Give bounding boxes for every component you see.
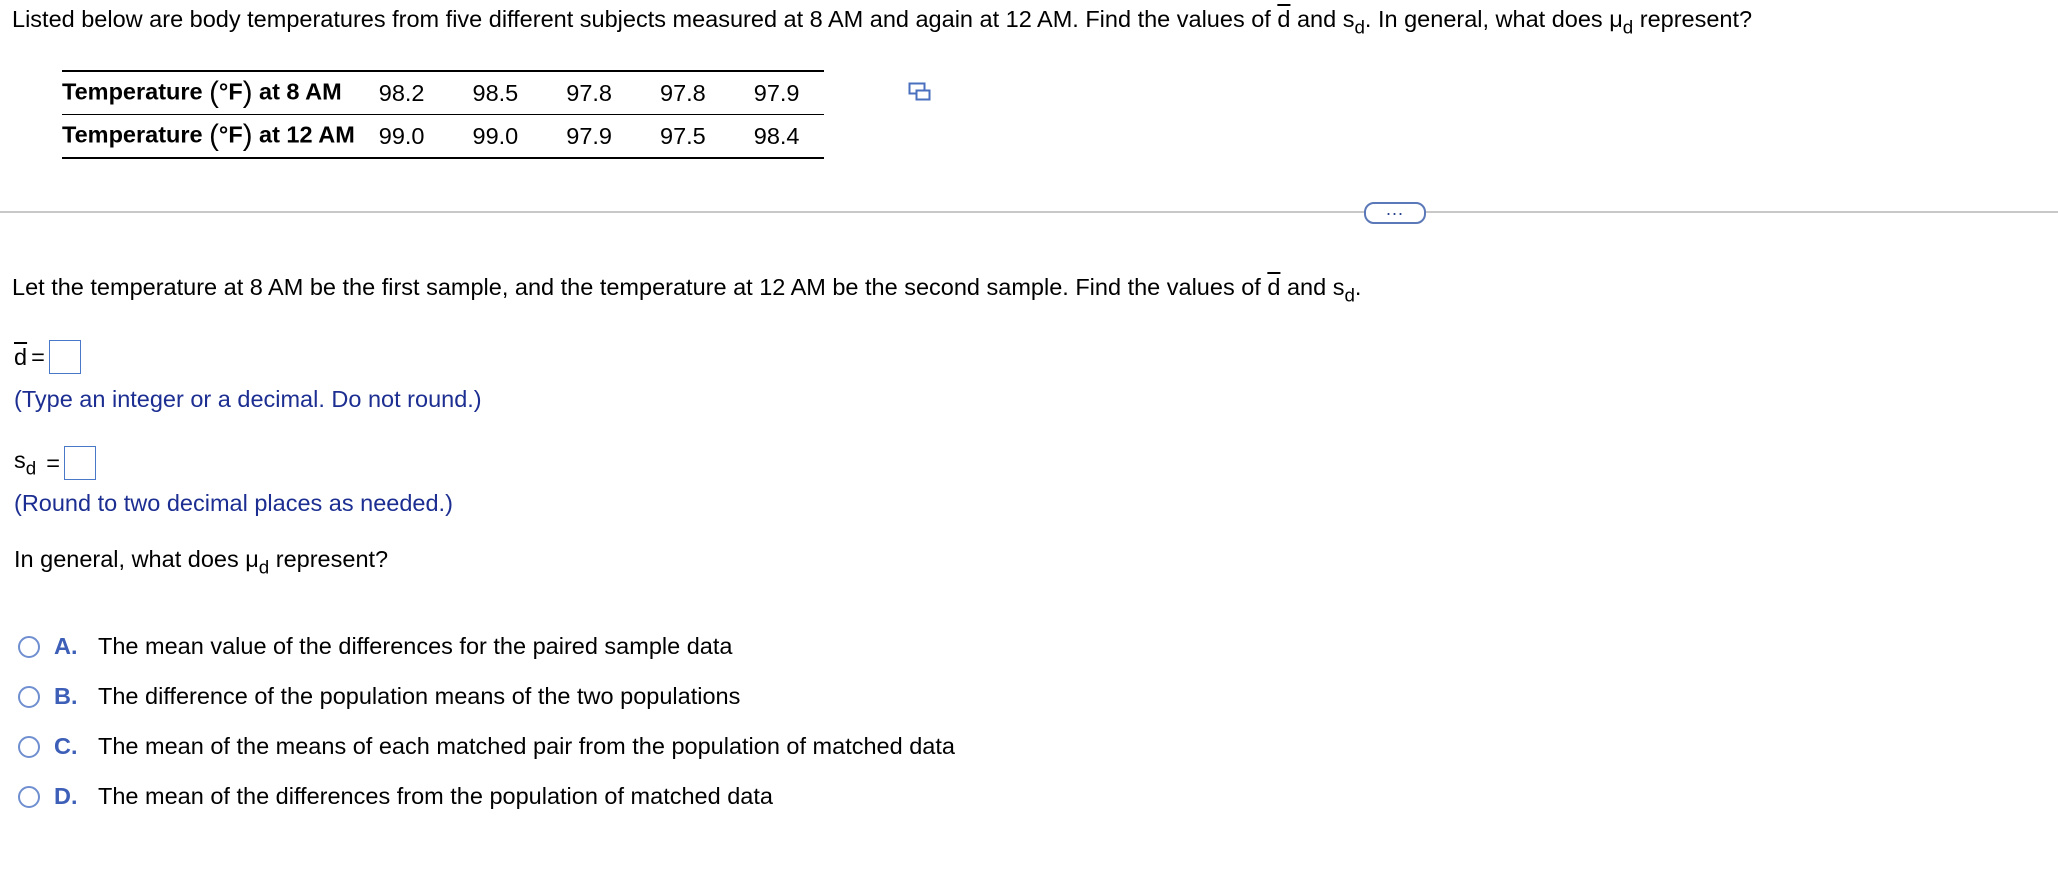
- table-cell: 97.9: [542, 115, 636, 159]
- sd-hint: (Round to two decimal places as needed.): [14, 490, 453, 516]
- table-row-8am: [62, 71, 824, 115]
- table-cell: 97.5: [636, 115, 730, 159]
- copy-data-icon[interactable]: [908, 82, 932, 102]
- sd-answer-row: [14, 446, 96, 480]
- radio-button[interactable]: [18, 786, 40, 808]
- table-cell: 97.9: [730, 71, 824, 115]
- option-letter: C.: [54, 733, 78, 759]
- table-cell: 98.5: [449, 71, 543, 115]
- d-bar-symbol: $\overline{d}$: [1277, 6, 1291, 32]
- d-bar-symbol: $\overline{d}$: [1267, 274, 1281, 300]
- intro-text-a: Listed below are body temperatures from five different subjects measured at 8 AM and again at 12 AM. Find the values of: [12, 6, 1278, 32]
- intro-text-b: . In general, what does μ: [1364, 6, 1623, 32]
- intro-text-c: represent?: [1633, 6, 1753, 32]
- subscript-d: d: [1622, 16, 1634, 38]
- option-letter: B.: [54, 683, 78, 709]
- table-cell: 97.8: [542, 71, 636, 115]
- option-c[interactable]: [18, 733, 955, 760]
- radio-button[interactable]: [18, 636, 40, 658]
- part-prompt: Let the temperature at 8 AM be the first sample, and the temperature at 12 AM be the second sample. Find the values of $\overline{d}$ and $s_d$.: [12, 274, 1362, 306]
- subscript-d: d: [1354, 16, 1365, 38]
- option-letter: D.: [54, 783, 78, 809]
- table-cell: 99.0: [377, 115, 449, 159]
- radio-button[interactable]: [18, 736, 40, 758]
- option-b[interactable]: [18, 683, 740, 710]
- option-text: The mean of the differences from the population of matched data: [98, 783, 773, 809]
- table-row-12am: [62, 115, 824, 159]
- option-text: The mean of the means of each matched pair from the population of matched data: [98, 733, 955, 759]
- equals-sign: =: [31, 343, 45, 370]
- sd-label: $s_d$: [14, 446, 37, 479]
- d-bar-answer-row: [14, 340, 81, 374]
- option-d[interactable]: [18, 783, 773, 810]
- d-bar-input[interactable]: [49, 340, 81, 374]
- d-bar-hint: (Type an integer or a decimal. Do not round.): [14, 386, 482, 412]
- table-cell: 99.0: [449, 115, 543, 159]
- table-cell: 97.8: [636, 71, 730, 115]
- mu-d-question: In general, what does $\mu_d$ represent?: [14, 546, 389, 578]
- sd-input[interactable]: [64, 446, 96, 480]
- option-text: The mean value of the differences for the paired sample data: [98, 633, 733, 659]
- option-text: The difference of the population means of the two populations: [98, 683, 741, 709]
- ellipsis-icon: ...: [1385, 199, 1404, 219]
- temperature-table: [62, 70, 824, 159]
- d-bar-label: $\overline{d}$: [14, 343, 28, 370]
- radio-button[interactable]: [18, 686, 40, 708]
- section-divider: [0, 211, 2058, 213]
- intro-text: [12, 6, 1752, 39]
- equals-sign: =: [46, 449, 60, 476]
- option-letter: A.: [54, 633, 78, 659]
- table-cell: 98.4: [730, 115, 824, 159]
- table-cell: 98.2: [377, 71, 449, 115]
- expand-more-button[interactable]: [1364, 199, 1426, 224]
- intro-and-s: and s: [1290, 6, 1355, 32]
- row-label: Temperature (°F) at 8 AM: [62, 71, 377, 115]
- row-label: Temperature (°F) at 12 AM: [62, 115, 377, 159]
- option-a[interactable]: [18, 633, 732, 660]
